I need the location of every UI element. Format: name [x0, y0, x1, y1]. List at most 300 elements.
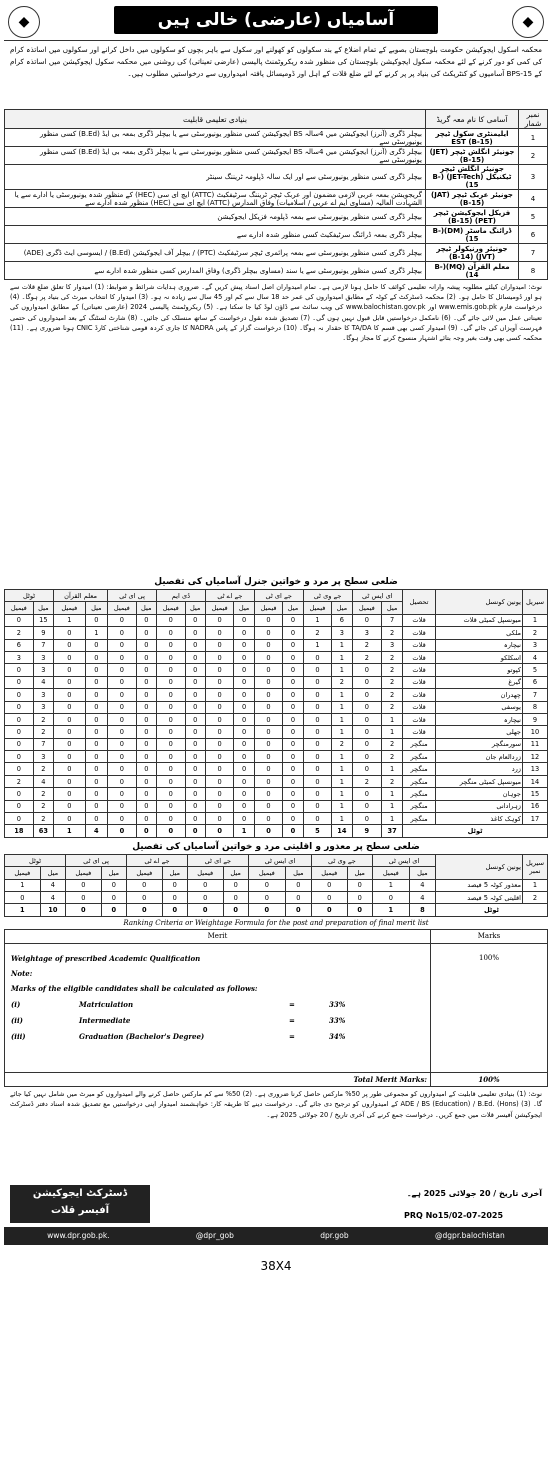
- row-value: 2: [352, 775, 382, 787]
- row-serial: 17: [523, 813, 548, 825]
- row-value: 7: [33, 639, 53, 651]
- youtube-handle[interactable]: dpr.gob: [320, 1231, 349, 1241]
- post-row: [5, 190, 548, 208]
- row-value: 2: [382, 738, 403, 750]
- post-qualification: بیچلر ڈگری کسی منظور یونیورسٹی سے بمعہ پرائمری ٹیچر سرٹیفکیٹ (PTC) / بیچلر آف ایجوکیشن (B.Ed) / ایسوسی ایٹ ڈگری (ADE): [5, 244, 426, 262]
- row-serial: 1: [523, 614, 548, 626]
- row-value: 0: [347, 879, 372, 891]
- post-number: 8: [519, 262, 548, 280]
- row-value: 0: [283, 726, 303, 738]
- row-value: 0: [283, 689, 303, 701]
- row-tehsil: منگچر: [403, 751, 436, 763]
- row-value: 1: [332, 788, 352, 800]
- row-value: 0: [185, 751, 205, 763]
- total-value: 0: [187, 904, 223, 916]
- district-section-title: ضلعی سطح پر مرد و خواتین جنرل آسامیاں کی تفصیل: [154, 577, 398, 587]
- row-value: 0: [54, 726, 86, 738]
- post-row: [5, 129, 548, 147]
- row-value: 1: [372, 879, 409, 891]
- row-tehsil: قلات: [403, 614, 436, 626]
- row-value: 0: [254, 788, 283, 800]
- post-name: ایلیمنٹری سکول ٹیچر EST (B-15): [426, 129, 519, 147]
- total-label: ٹوٹل: [436, 904, 548, 916]
- total-value: 1: [5, 904, 41, 916]
- row-value: 0: [303, 775, 332, 787]
- row-value: 1: [332, 651, 352, 663]
- row-value: 0: [283, 763, 303, 775]
- row-value: 4: [409, 879, 435, 891]
- row-value: 0: [108, 651, 137, 663]
- row-tehsil: قلات: [403, 639, 436, 651]
- col-female: فیمیل: [248, 867, 285, 879]
- col-group: جے ای ٹی: [254, 590, 303, 602]
- row-value: 0: [205, 639, 234, 651]
- row-value: 0: [108, 713, 137, 725]
- col-group: ڈی ایم: [156, 590, 205, 602]
- post-qualification: بیچلر ڈگری کسی منظور یونیورسٹی سے اور ایک سالہ ڈپلومہ ٹریننگ سینٹر: [5, 165, 426, 190]
- row-value: 2: [33, 713, 53, 725]
- total-value: 0: [156, 825, 185, 837]
- row-value: 1: [332, 701, 352, 713]
- row-value: 0: [187, 879, 223, 891]
- row-serial: 16: [523, 800, 548, 812]
- weightage-label: Weightage of prescribed Academic Qualification: [11, 953, 201, 963]
- col-union-council: یونین کونسل: [436, 854, 523, 879]
- row-value: 0: [283, 639, 303, 651]
- total-value: 0: [283, 825, 303, 837]
- row-value: 0: [136, 726, 156, 738]
- row-value: 0: [352, 689, 382, 701]
- row-value: 0: [85, 813, 108, 825]
- item-equals: =: [289, 1032, 295, 1042]
- weightage-item: [11, 1013, 345, 1029]
- facebook-handle[interactable]: @dgpr.balochistan: [435, 1231, 505, 1241]
- row-value: 0: [85, 800, 108, 812]
- row-value: 0: [85, 726, 108, 738]
- row-value: 0: [352, 813, 382, 825]
- row-serial: 2: [523, 891, 548, 903]
- marks-calculation-line: Marks of the eligible candidates shall be calculated as follows:: [11, 983, 258, 993]
- col-group: جے وی ٹی: [311, 854, 372, 866]
- row-value: 0: [85, 651, 108, 663]
- merit-col-header: Merit: [5, 929, 431, 943]
- row-value: 0: [234, 726, 254, 738]
- col-male: میل: [223, 867, 248, 879]
- note-label: Note:: [11, 968, 33, 978]
- row-value: 0: [101, 879, 126, 891]
- row-value: 7: [382, 614, 403, 626]
- item-percent: 33%: [329, 1016, 346, 1026]
- row-value: 0: [352, 664, 382, 676]
- row-union-council: گیرغ: [436, 676, 523, 688]
- row-value: 0: [54, 664, 86, 676]
- col-serial: سیریل نمبر: [523, 854, 548, 879]
- row-value: 0: [5, 713, 34, 725]
- row-union-council: سورمنگچر: [436, 738, 523, 750]
- row-value: 0: [205, 763, 234, 775]
- row-value: 0: [254, 651, 283, 663]
- row-value: 0: [223, 891, 248, 903]
- header: [4, 4, 548, 41]
- total-value: 63: [33, 825, 53, 837]
- total-value: 0: [66, 904, 102, 916]
- row-value: 0: [185, 639, 205, 651]
- row-value: 0: [205, 627, 234, 639]
- table-row: [5, 788, 548, 800]
- col-female: فیمیل: [372, 867, 409, 879]
- table-row: [5, 701, 548, 713]
- row-value: 0: [234, 639, 254, 651]
- total-value: 0: [311, 904, 347, 916]
- row-value: 2: [382, 689, 403, 701]
- row-serial: 15: [523, 788, 548, 800]
- total-value: 1: [54, 825, 86, 837]
- post-qualification: بیچلر ڈگری کسی منظور یونیورسٹی سے یا سند (مساوی بیچلر ڈگری) وفاق المدارس کسی منظور شدہ ادارے سے: [5, 262, 426, 280]
- row-value: 0: [205, 676, 234, 688]
- row-union-council: جھلی: [436, 726, 523, 738]
- row-value: 0: [54, 800, 86, 812]
- row-value: 0: [311, 879, 347, 891]
- row-value: 3: [33, 701, 53, 713]
- row-value: 0: [136, 788, 156, 800]
- row-value: 0: [187, 891, 223, 903]
- post-row: [5, 244, 548, 262]
- post-row: [5, 226, 548, 244]
- row-tehsil: قلات: [403, 689, 436, 701]
- post-row: [5, 165, 548, 190]
- total-value: 0: [101, 904, 126, 916]
- government-seal-icon: ◆: [8, 6, 40, 38]
- table-row: [5, 664, 548, 676]
- last-date: آخری تاریخ / 20 جولائی 2025 ہے۔: [406, 1188, 542, 1198]
- row-value: 3: [382, 639, 403, 651]
- col-post-name: آسامی کا نام معہ گریڈ: [426, 110, 519, 129]
- row-union-council: زردالعام جان: [436, 751, 523, 763]
- row-value: 0: [352, 726, 382, 738]
- total-row: [5, 904, 548, 916]
- row-value: 0: [347, 891, 372, 903]
- row-value: 0: [156, 676, 185, 688]
- row-value: 1: [54, 614, 86, 626]
- row-value: 0: [54, 813, 86, 825]
- row-value: 0: [185, 813, 205, 825]
- table-row: [5, 763, 548, 775]
- marks-col-header: Marks: [431, 929, 548, 943]
- row-value: 0: [283, 664, 303, 676]
- col-female: فیمیل: [108, 602, 137, 614]
- row-value: 0: [85, 689, 108, 701]
- row-value: 0: [283, 788, 303, 800]
- row-value: 1: [303, 614, 332, 626]
- intro-paragraph: محکمہ اسکول ایجوکیشن حکومت بلوچستان بصوبے کے تمام اضلاع کے بند سکولوں کو کھولنے اور سکول سے باہر بچوں کو سکولوں میں داخل کرانے اور سکولوں میں اساتذہ کرام کی کمی کو دور کرنے کے لئے محکمہ سکول ایجوکیشن بلوچستان کی منظور شدہ ریکروٹمنٹ پالیسی (عارضی تعیناتی) کی روشنی میں محکمہ سکول ایجوکیشن میں اساتذہ کرام کے BPS-15 آسامیوں کو کنٹریکٹ کی بنیاد پر پر کرنے کے لئے ضلع قلات کے اہل اور ڈومیسائل یافتہ امیدواروں سے درخواستیں مطلوب ہیں۔: [10, 45, 542, 78]
- row-value: 2: [332, 738, 352, 750]
- row-value: 0: [54, 651, 86, 663]
- row-value: 0: [185, 788, 205, 800]
- row-value: 0: [108, 627, 137, 639]
- row-value: 1: [382, 763, 403, 775]
- row-value: 0: [108, 788, 137, 800]
- col-group: جے ای ٹی: [187, 854, 248, 866]
- post-qualification: گریجویشن بمعہ عربی لازمی مضمون اور عربک ٹیچر ٹریننگ سرٹیفکیٹ (ATTC) ایچ ای سی (HEC) کے منظور شدہ یونیورسٹی یا ادارے سے یا الشہادت العالیہ (مساوی ایم اے عربی / اسلامیات) وفاق المدارس (ATTC) ایچ ای سی (HEC) منظور شدہ ادارے سے: [5, 190, 426, 208]
- total-value: 0: [127, 904, 163, 916]
- row-value: 0: [254, 627, 283, 639]
- total-value: 0: [254, 825, 283, 837]
- issuing-officer: [10, 1185, 150, 1223]
- item-number: (ii): [11, 1016, 23, 1026]
- row-value: 0: [303, 813, 332, 825]
- row-value: 2: [33, 813, 53, 825]
- ranking-title: Ranking Criteria or Weightage Formula for the post and preparation of final merit list: [123, 918, 429, 927]
- item-label: Graduation (Bachelor's Degree): [79, 1032, 205, 1042]
- row-value: 0: [283, 800, 303, 812]
- row-value: 0: [185, 775, 205, 787]
- row-value: 1: [382, 813, 403, 825]
- row-value: 0: [283, 751, 303, 763]
- post-row: [5, 208, 548, 226]
- total-value: 0: [185, 825, 205, 837]
- row-value: 0: [136, 751, 156, 763]
- row-value: 2: [382, 676, 403, 688]
- total-value: 0: [205, 825, 234, 837]
- weightage-items: [11, 997, 345, 1045]
- row-tehsil: منگچر: [403, 763, 436, 775]
- row-serial: 3: [523, 639, 548, 651]
- row-value: 0: [352, 788, 382, 800]
- col-female: فیمیل: [254, 602, 283, 614]
- twitter-handle[interactable]: @dpr_gob: [195, 1231, 234, 1241]
- row-value: 0: [234, 614, 254, 626]
- row-value: 0: [254, 614, 283, 626]
- col-male: میل: [283, 602, 303, 614]
- row-value: 0: [185, 701, 205, 713]
- total-value: 0: [285, 904, 311, 916]
- row-value: 0: [85, 751, 108, 763]
- website-link[interactable]: www.dpr.gob.pk.: [47, 1231, 110, 1241]
- row-union-council: اقلیتی کوٹہ 5 فیصد: [436, 891, 523, 903]
- row-value: 2: [382, 664, 403, 676]
- row-union-council: نیچارہ: [436, 639, 523, 651]
- row-value: 0: [5, 751, 34, 763]
- post-number: 6: [519, 226, 548, 244]
- post-number: 2: [519, 147, 548, 165]
- row-value: 2: [382, 701, 403, 713]
- row-value: 1: [303, 639, 332, 651]
- col-male: میل: [332, 602, 352, 614]
- row-value: 0: [108, 639, 137, 651]
- col-group: ٹوٹل: [5, 590, 54, 602]
- weightage-item: [11, 1029, 345, 1045]
- total-merit-marks: 100%: [431, 1072, 548, 1086]
- row-value: 0: [156, 639, 185, 651]
- row-value: 4: [33, 676, 53, 688]
- row-value: 0: [205, 689, 234, 701]
- post-name: معلم القرآن (MQ)(B-14): [426, 262, 519, 280]
- row-value: 1: [332, 713, 352, 725]
- row-value: 0: [108, 800, 137, 812]
- table-row: [5, 614, 548, 626]
- item-equals: =: [289, 1000, 295, 1010]
- row-value: 3: [332, 627, 352, 639]
- col-serial: سیریل: [523, 590, 548, 615]
- row-value: 0: [156, 800, 185, 812]
- row-value: 0: [352, 738, 382, 750]
- table-row: [5, 676, 548, 688]
- col-union-council: یونین کونسل: [436, 590, 523, 615]
- table-row: [5, 627, 548, 639]
- col-female: فیمیل: [311, 867, 347, 879]
- row-value: 0: [136, 614, 156, 626]
- row-value: 0: [156, 627, 185, 639]
- row-value: 0: [234, 689, 254, 701]
- row-value: 3: [352, 627, 382, 639]
- row-value: 0: [156, 726, 185, 738]
- row-value: 0: [303, 664, 332, 676]
- table-row: [5, 775, 548, 787]
- row-value: 0: [85, 614, 108, 626]
- row-value: 0: [205, 800, 234, 812]
- table-row: [5, 651, 548, 663]
- row-value: 0: [303, 713, 332, 725]
- row-value: 3: [33, 689, 53, 701]
- row-value: 1: [332, 775, 352, 787]
- row-value: 2: [382, 651, 403, 663]
- col-male: میل: [382, 602, 403, 614]
- row-value: 0: [254, 713, 283, 725]
- item-number: (i): [11, 1000, 21, 1010]
- total-value: 1: [372, 904, 409, 916]
- ad-title: آسامیاں (عارضی) خالی ہیں: [114, 6, 438, 34]
- disabled-quota-table: [4, 854, 548, 917]
- row-value: 15: [33, 614, 53, 626]
- officer-line-2: آفیسر قلات: [50, 1204, 110, 1216]
- row-value: 0: [156, 614, 185, 626]
- row-value: 0: [205, 751, 234, 763]
- col-female: فیمیل: [5, 602, 34, 614]
- merit-table: [4, 929, 548, 1087]
- table-row: [5, 726, 548, 738]
- row-value: 0: [254, 751, 283, 763]
- row-value: 1: [332, 813, 352, 825]
- row-value: 0: [136, 627, 156, 639]
- col-group: پی ای ٹی: [108, 590, 157, 602]
- row-value: 0: [283, 614, 303, 626]
- row-value: 0: [127, 879, 163, 891]
- post-name: فزیکل ایجوکیشن ٹیچر (PET) (B-15): [426, 208, 519, 226]
- row-value: 0: [5, 891, 41, 903]
- row-union-council: معذور کوٹہ 5 فیصد: [436, 879, 523, 891]
- col-group: جے اے ٹی: [205, 590, 254, 602]
- row-value: 0: [5, 689, 34, 701]
- table-row: [5, 713, 548, 725]
- row-serial: 14: [523, 775, 548, 787]
- row-value: 0: [156, 788, 185, 800]
- row-value: 0: [66, 879, 102, 891]
- post-name: جونیئر عربک ٹیچر (JAT)(B-15): [426, 190, 519, 208]
- row-value: 0: [136, 676, 156, 688]
- row-value: 0: [156, 689, 185, 701]
- total-value: 18: [5, 825, 34, 837]
- row-value: 0: [234, 738, 254, 750]
- row-value: 0: [283, 813, 303, 825]
- row-value: 0: [234, 775, 254, 787]
- row-value: 0: [108, 751, 137, 763]
- row-value: 0: [136, 713, 156, 725]
- row-tehsil: منگچر: [403, 813, 436, 825]
- row-value: 0: [108, 701, 137, 713]
- table-row: [5, 738, 548, 750]
- row-value: 0: [234, 751, 254, 763]
- col-male: میل: [409, 867, 435, 879]
- table-row: [5, 879, 548, 891]
- row-value: 0: [136, 800, 156, 812]
- row-value: 0: [54, 701, 86, 713]
- row-value: 3: [33, 664, 53, 676]
- row-value: 1: [332, 751, 352, 763]
- row-value: 0: [205, 775, 234, 787]
- row-value: 0: [85, 639, 108, 651]
- row-value: 1: [382, 788, 403, 800]
- row-value: 0: [254, 763, 283, 775]
- footer-social-bar: [4, 1227, 548, 1245]
- row-value: 1: [382, 713, 403, 725]
- row-union-council: نیچارہ: [436, 713, 523, 725]
- row-value: 0: [5, 800, 34, 812]
- row-tehsil: قلات: [403, 676, 436, 688]
- row-value: 0: [156, 664, 185, 676]
- col-female: فیمیل: [5, 867, 41, 879]
- row-value: 0: [303, 689, 332, 701]
- row-value: 0: [156, 713, 185, 725]
- row-tehsil: قلات: [403, 701, 436, 713]
- row-value: 4: [33, 775, 53, 787]
- row-value: 0: [54, 627, 86, 639]
- row-value: 0: [54, 751, 86, 763]
- row-value: 0: [136, 651, 156, 663]
- row-value: 0: [234, 800, 254, 812]
- terms-and-conditions: نوٹ: امیدواران کیلئے مطلوبہ پیشہ وارانہ تعلیمی کوائف کا حامل ہونا لازمی ہے۔ تمام امیدواران اصل اسناد پیش کریں گے۔ ضروری ہدایات شرائط و ضوابط: (1) امیدوار کا تعلق ضلع قلات سے ہو اور ڈومیسائل کا حامل ہو۔ (2) محکمہ ڈسٹرکٹ کے کوٹہ کے مطابق امیدواروں کی عمر حد 18 سال سے کم اور 45 سال سے زیادہ نہ ہو۔ (3) امیدوار کا انتخاب میرٹ کی بنیاد پر ہوگا۔ (4) درخواست فارم www.emis.gob.pk اور www.balochistan.gov.pk کی ویب سائٹ سے ڈاؤن لوڈ کیا جا سکتا ہے۔ (5) ریکروٹمنٹ پالیسی 2024 (عارضی تعیناتی) کے مطابق امیدواروں کی تعیناتی عمل میں لائی جائے گی۔ (6) نامکمل درخواستیں قابل قبول نہیں ہوں گی۔ (7) تصدیق شدہ نقول درخواست کے ساتھ منسلک کی جائیں۔ (8) شارٹ لسٹنگ کے بعد امیدواروں کی حتمی فہرست آویزاں کی جائے گی۔ (9) امیدوار کسی بھی قسم کا TA/DA کا حقدار نہ ہوگا۔ (10) درخواست گزار کے پاس NADRA کا جاری کردہ قومی شناختی کارڈ CNIC ہونا ضروری ہے۔ (11) محکمہ کسی بھی وقت بغیر وجہ بتائے اشتہار منسوخ کرنے کا مجاز ہوگا۔: [10, 283, 543, 343]
- row-value: 1: [332, 689, 352, 701]
- col-group: پی ای ٹی: [66, 854, 127, 866]
- signature-block: [4, 1183, 548, 1227]
- row-value: 0: [234, 664, 254, 676]
- row-value: 0: [205, 813, 234, 825]
- row-value: 2: [352, 651, 382, 663]
- row-value: 0: [185, 800, 205, 812]
- row-value: 2: [33, 788, 53, 800]
- row-value: 0: [352, 701, 382, 713]
- row-value: 0: [303, 788, 332, 800]
- row-value: 0: [254, 738, 283, 750]
- posts-table: [4, 109, 548, 280]
- government-seal-icon: ◆: [512, 6, 544, 38]
- row-value: 0: [283, 738, 303, 750]
- row-value: 0: [303, 738, 332, 750]
- col-male: میل: [162, 867, 187, 879]
- row-tehsil: قلات: [403, 713, 436, 725]
- table-row: [5, 800, 548, 812]
- item-number: (iii): [11, 1032, 26, 1042]
- row-value: 0: [162, 891, 187, 903]
- post-name: ڈرائنگ ماسٹر (DM)(B-15): [426, 226, 519, 244]
- row-value: 0: [54, 689, 86, 701]
- row-value: 2: [5, 627, 34, 639]
- row-tehsil: قلات: [403, 726, 436, 738]
- row-value: 6: [5, 639, 34, 651]
- row-value: 0: [85, 713, 108, 725]
- row-value: 0: [248, 879, 285, 891]
- item-equals: =: [289, 1016, 295, 1026]
- row-value: 0: [54, 713, 86, 725]
